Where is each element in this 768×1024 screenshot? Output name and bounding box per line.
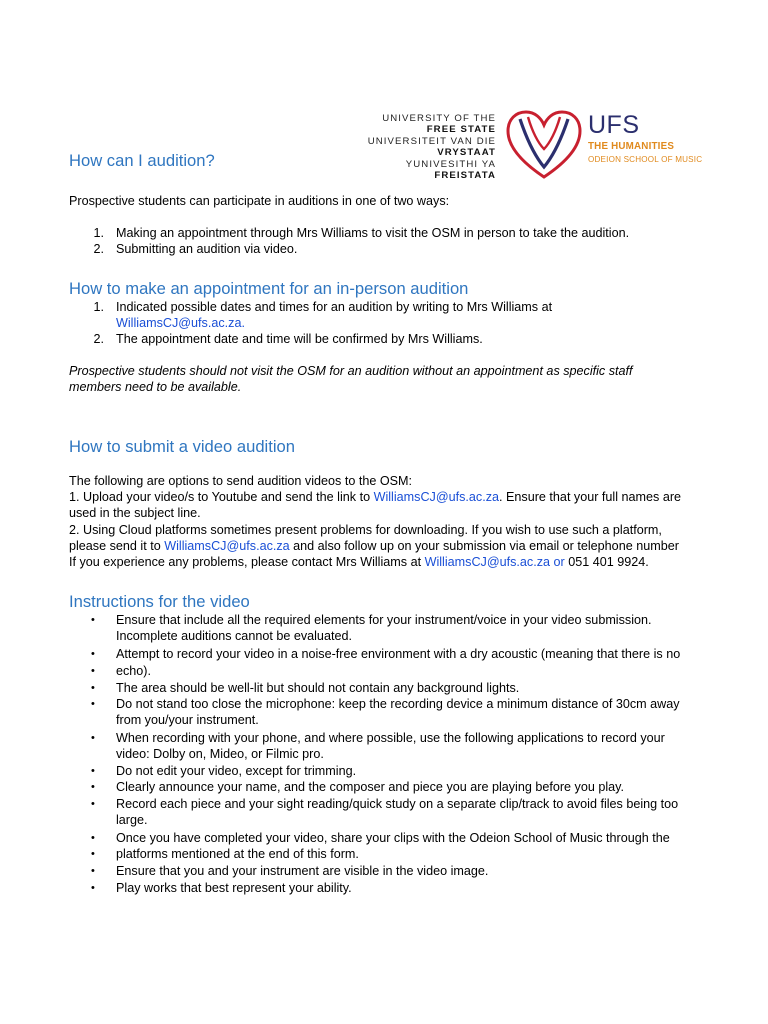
uni-line-5: YUNIVESITHI YA [405,158,496,170]
list-item: The area should be well-lit but should not contain any background lights. [116,681,520,695]
heart-emblem-icon [504,109,584,181]
uni-line-3: UNIVERSITEIT VAN DIE [367,135,496,147]
list-item: The appointment date and time will be confirmed by Mrs Williams. [116,332,483,346]
contact-pre: If you experience any problems, please contact Mrs Williams at [69,555,425,569]
list-number: 2. [93,332,104,346]
appointment-note-line-1: Prospective students should not visit the OSM for an audition without an appointment as specific staff [69,364,633,378]
list-number: 1. [93,300,104,314]
list-item: Play works that best represent your ability. [116,881,352,895]
list-item-cont: video: Dolby on, Mideo, or Filmic pro. [116,747,324,761]
list-item-cont: Incomplete auditions cannot be evaluated. [116,629,352,643]
video-option-1-post: . Ensure that your full names are [499,490,682,504]
list-item-cont: large. [116,813,148,827]
video-option-1-pre: 1. Upload your video/s to Youtube and send the link to [69,490,374,504]
contact-phone: 051 401 9924. [564,555,649,569]
list-item: Record each piece and your sight reading/quick study on a separate clip/track to avoid files being too [116,797,679,811]
list-item: Indicated possible dates and times for an audition by writing to Mrs Williams at [116,300,553,314]
list-item: Once you have completed your video, share your clips with the Odeion School of Music through the [116,831,670,845]
list-item: Ensure that you and your instrument are visible in the video image. [116,864,489,878]
video-option-2-cont [69,538,679,555]
bullet-icon: • [91,765,95,777]
contact-line [69,554,649,571]
uni-line-4: VRYSTAAT [437,147,496,159]
heading-appointment: How to make an appointment for an in-person audition [69,279,469,298]
video-option-2-pre: please send it to [69,539,165,553]
video-option-1-cont: used in the subject line. [69,506,201,520]
email-link[interactable]: WilliamsCJ@ufs.ac.za. [116,316,245,330]
list-item: Do not stand too close the microphone: keep the recording device a minimum distance of 30cm away [116,697,680,711]
school-name: ODEION SCHOOL OF MUSIC [588,155,703,164]
video-option-2: 2. Using Cloud platforms sometimes present problems for downloading. If you wish to use such a platform, [69,523,662,537]
list-item: Submitting an audition via video. [116,242,298,256]
heading-how-can-i-audition: How can I audition? [69,151,215,170]
list-item: platforms mentioned at the end of this form. [116,847,359,861]
bullet-icon: • [91,781,95,793]
bullet-icon: • [91,865,95,877]
heading-video-instructions: Instructions for the video [69,592,250,611]
list-item-cont: from you/your instrument. [116,713,259,727]
list-item: echo). [116,664,152,678]
video-option-2-post: and also follow up on your submission via email or telephone number [289,539,679,553]
email-link[interactable]: WilliamsCJ@ufs.ac.za [164,539,290,553]
list-item: Ensure that include all the required elements for your instrument/voice in your video submission. [116,613,652,627]
bullet-icon: • [91,798,95,810]
bullet-icon: • [91,665,95,677]
video-option-1 [69,489,681,506]
ufs-brand: UFS [588,111,640,139]
heading-video-audition: How to submit a video audition [69,437,295,456]
email-link[interactable]: WilliamsCJ@ufs.ac.za [373,490,500,504]
list-item: When recording with your phone, and where possible, use the following applications to record your [116,731,665,745]
bullet-icon: • [91,698,95,710]
list-item: Do not edit your video, except for trimming. [116,764,357,778]
list-item: Attempt to record your video in a noise-free environment with a dry acoustic (meaning that there is no [116,647,681,661]
bullet-icon: • [91,732,95,744]
university-name-block [360,113,496,181]
uni-line-1: UNIVERSITY OF THE [382,113,496,124]
list-number: 1. [93,226,104,240]
email-link[interactable]: WilliamsCJ@ufs.ac.za or [424,555,565,569]
video-options-intro: The following are options to send audition videos to the OSM: [69,474,413,488]
section1-intro: Prospective students can participate in auditions in one of two ways: [69,194,450,208]
bullet-icon: • [91,648,95,660]
list-number: 2. [93,242,104,256]
list-item: Clearly announce your name, and the composer and piece you are playing before you play. [116,780,625,794]
list-item: Making an appointment through Mrs Williams to visit the OSM in person to take the audition. [116,226,630,240]
bullet-icon: • [91,832,95,844]
uni-line-2: FREE STATE [426,124,496,136]
appointment-note-line-2: members need to be available. [69,380,242,394]
bullet-icon: • [91,614,95,626]
bullet-icon: • [91,848,95,860]
faculty-name: THE HUMANITIES [588,141,675,152]
bullet-icon: • [91,682,95,694]
university-logo [360,111,703,183]
uni-line-6: FREISTATA [434,170,496,182]
bullet-icon: • [91,882,95,894]
